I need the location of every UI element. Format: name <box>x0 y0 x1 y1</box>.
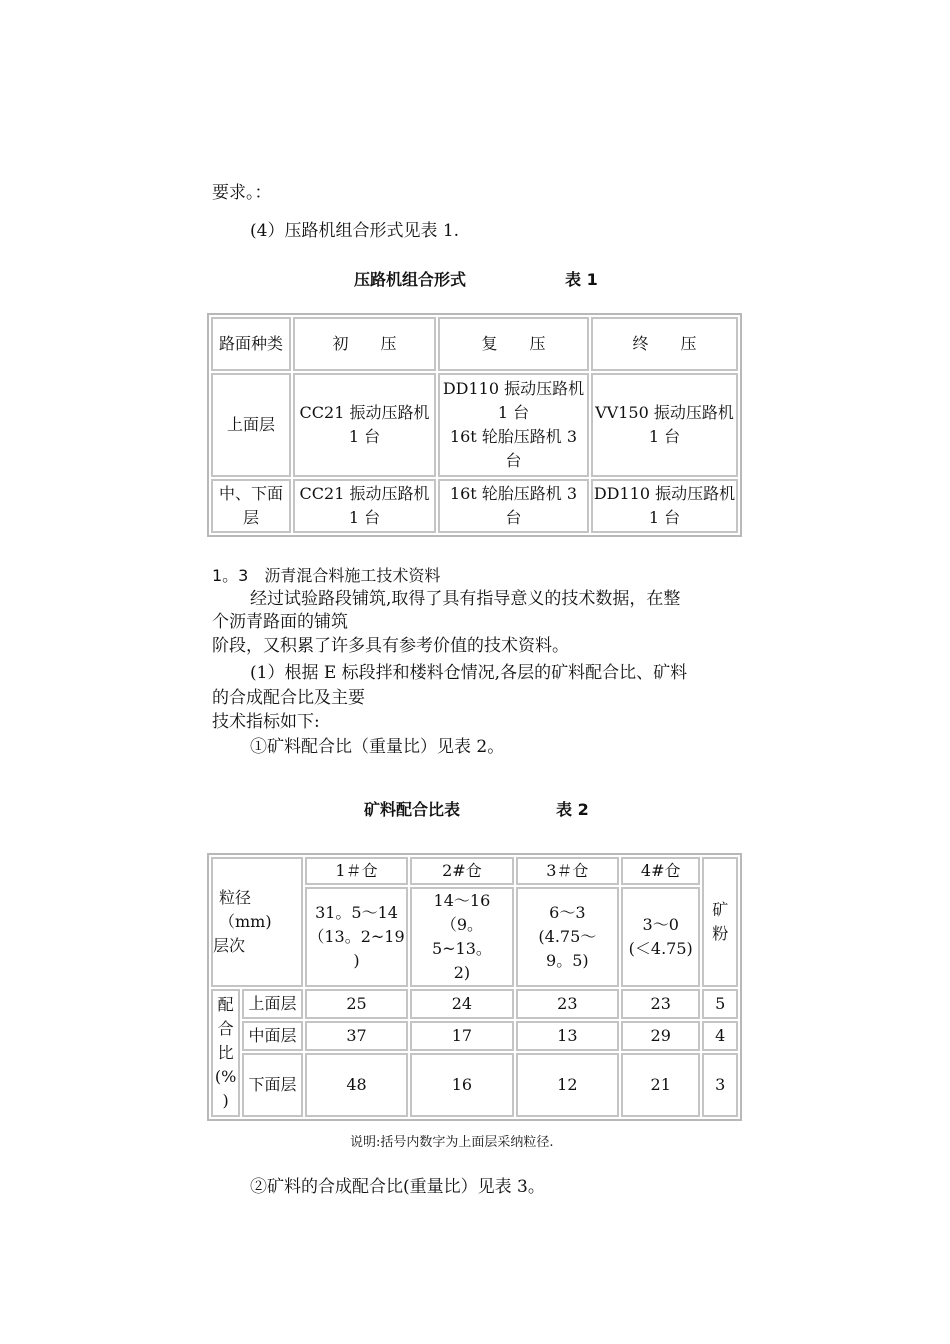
bin-header: 1＃仓 <box>305 857 408 885</box>
cell-line: DD110 振动压路机 <box>442 379 585 398</box>
ratio-label-cell <box>211 989 240 1117</box>
text-line: 技术指标如下: <box>212 712 320 732</box>
value-cell: 25 <box>305 989 408 1019</box>
cell-line: （13。2~19 <box>308 927 405 946</box>
layer-cell: 下面层 <box>242 1053 303 1117</box>
value-cell: 13 <box>516 1021 619 1051</box>
bin-header: 4#仓 <box>621 857 700 885</box>
cell-line: 1 台 <box>348 427 381 446</box>
size-cell <box>305 887 408 987</box>
corner-line: 粒径（mm) <box>219 888 272 931</box>
cell-line: (＜4.75) <box>628 939 693 958</box>
value-cell: 5 <box>702 989 738 1019</box>
value-cell: 29 <box>621 1021 700 1051</box>
value-cell: 23 <box>516 989 619 1019</box>
value-cell: 23 <box>621 989 700 1019</box>
value-cell: 24 <box>410 989 513 1019</box>
cell-line: 3～0 <box>642 915 679 934</box>
table1-number: 表 1 <box>565 270 598 289</box>
cell-line: 31。5～14 <box>315 903 398 922</box>
cell-line: 台 <box>505 451 522 470</box>
cell-line: ) <box>222 1091 229 1110</box>
text-line: (1）根据 E 标段拌和楼料仓情况,各层的矿料配合比、矿料 <box>250 663 688 683</box>
table-row <box>211 989 738 1019</box>
text-line: (4）压路机组合形式见表 1. <box>250 221 460 241</box>
cell-line: (% <box>214 1067 237 1086</box>
cell-line: ) <box>353 951 360 970</box>
header-cell: 路面种类 <box>211 317 291 371</box>
text-line: 的合成配合比及主要 <box>212 688 365 708</box>
cell-line: 6～3 <box>549 903 586 922</box>
section-heading: 1。3 沥青混合料施工技术资料 <box>212 566 441 585</box>
powder-header: 矿粉 <box>702 857 738 987</box>
size-cell <box>410 887 513 987</box>
cell-line: 1 台 <box>348 508 381 527</box>
table-row <box>211 479 738 533</box>
cell-line: VV150 振动压路机 <box>595 403 734 422</box>
cell-line: 1 台 <box>497 403 530 422</box>
cell: 上面层 <box>211 373 291 477</box>
table-header-row <box>211 857 738 885</box>
value-cell: 3 <box>702 1053 738 1117</box>
cell-line: 1 台 <box>648 427 681 446</box>
corner-line: 层次 <box>213 936 246 955</box>
cell-line: 配 <box>217 995 234 1014</box>
table2-note: 说明:括号内数字为上面层采纳粒径. <box>350 1135 554 1150</box>
size-cell <box>516 887 619 987</box>
cell-line: 中、下面 <box>218 484 283 503</box>
cell <box>293 373 436 477</box>
header-cell: 复 压 <box>438 317 589 371</box>
table1-title: 压路机组合形式 <box>354 270 467 289</box>
layer-cell: 中面层 <box>242 1021 303 1051</box>
text-line: ①矿料配合比（重量比）见表 2。 <box>250 737 505 757</box>
aggregate-ratio-table <box>207 853 742 1121</box>
cell-line: 比 <box>217 1043 234 1062</box>
value-cell: 37 <box>305 1021 408 1051</box>
cell <box>438 373 589 477</box>
cell-line: DD110 振动压路机 <box>593 484 736 503</box>
text-line: ②矿料的合成配合比(重量比）见表 3。 <box>250 1177 545 1197</box>
value-cell: 17 <box>410 1021 513 1051</box>
cell-line: 层 <box>242 508 259 527</box>
cell <box>591 373 738 477</box>
header-cell: 终 压 <box>591 317 738 371</box>
cell-line: （9。5~13。 <box>431 915 492 958</box>
cell-line: 1 台 <box>648 508 681 527</box>
cell-line: 台 <box>505 508 522 527</box>
header-cell: 初 压 <box>293 317 436 371</box>
table-row <box>211 1021 738 1051</box>
cell-line: 2) <box>453 963 471 982</box>
table-row <box>211 373 738 477</box>
cell <box>591 479 738 533</box>
value-cell: 16 <box>410 1053 513 1117</box>
cell <box>438 479 589 533</box>
layer-cell: 上面层 <box>242 989 303 1019</box>
value-cell: 21 <box>621 1053 700 1117</box>
text-line: 经过试验路段铺筑,取得了具有指导意义的技术数据，在整 <box>250 589 681 609</box>
value-cell: 12 <box>516 1053 619 1117</box>
cell-line: CC21 振动压路机 <box>299 484 430 503</box>
bin-header: 3＃仓 <box>516 857 619 885</box>
text-line: 个沥青路面的铺筑 <box>212 612 348 632</box>
cell-line: 合 <box>217 1019 234 1038</box>
cell-line: 14～16 <box>433 891 491 910</box>
table-row <box>211 1053 738 1117</box>
table2-number: 表 2 <box>556 800 589 819</box>
cell-line: CC21 振动压路机 <box>299 403 430 422</box>
text-line: 阶段，又积累了许多具有参考价值的技术资料。 <box>212 636 569 656</box>
cell-line: 9。5) <box>546 951 589 970</box>
cell-line: 16t 轮胎压路机 3 <box>449 484 578 503</box>
cell-line: 16t 轮胎压路机 3 <box>449 427 578 446</box>
bin-header: 2#仓 <box>410 857 513 885</box>
value-cell: 48 <box>305 1053 408 1117</box>
text-line: 要求。： <box>212 183 272 203</box>
corner-cell <box>211 857 303 987</box>
roller-combination-table <box>207 313 742 537</box>
cell-line: (4.75～ <box>538 927 597 946</box>
table-header-row <box>211 317 738 371</box>
value-cell: 4 <box>702 1021 738 1051</box>
table2-title: 矿料配合比表 <box>364 800 461 819</box>
size-cell <box>621 887 700 987</box>
cell <box>211 479 291 533</box>
cell <box>293 479 436 533</box>
